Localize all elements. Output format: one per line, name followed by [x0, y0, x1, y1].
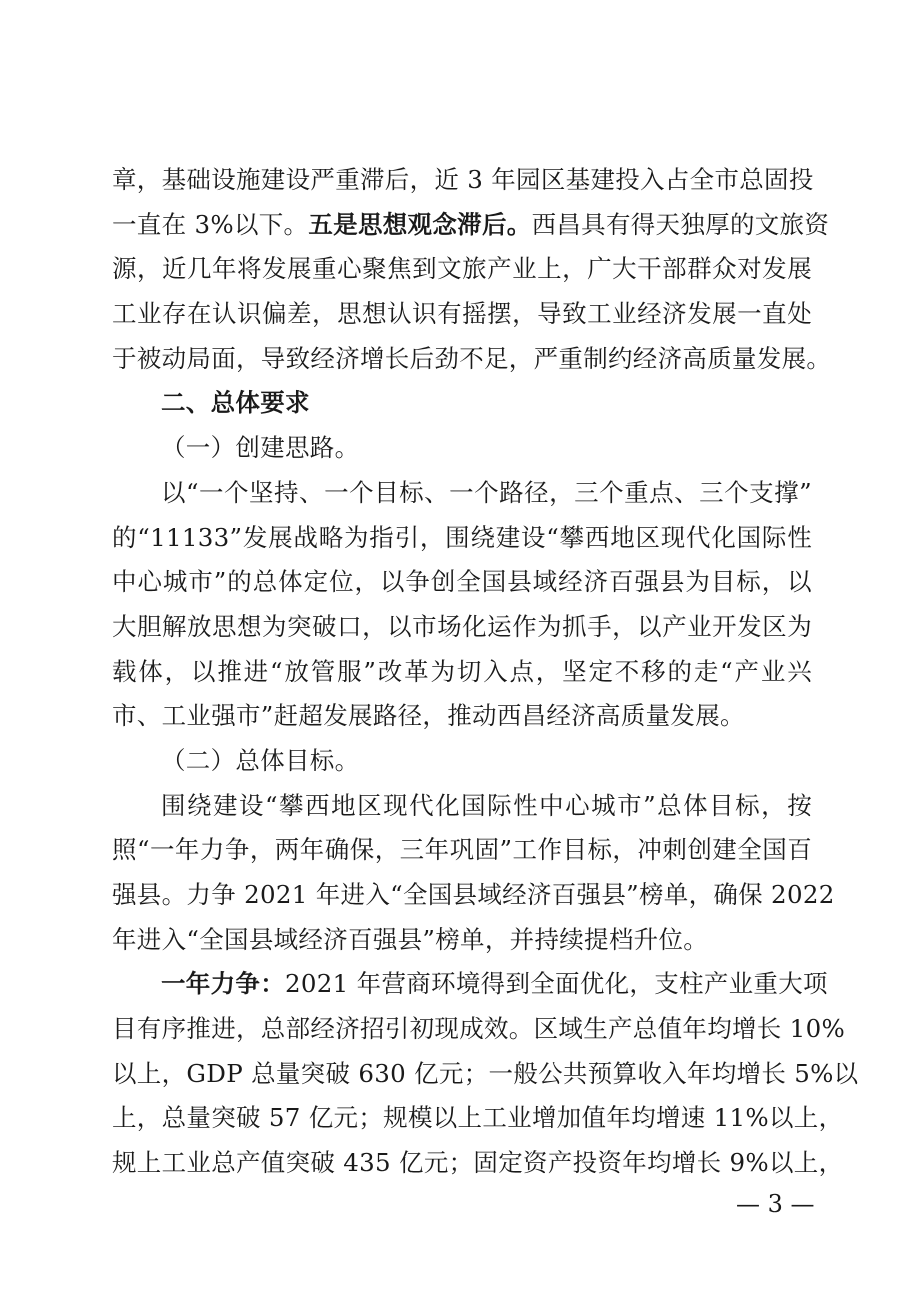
paragraph-line: 市、工业强市”赶超发展路径，推动西昌经济高质量发展。	[112, 701, 745, 731]
text-run: 一直在 3%以下。	[112, 209, 309, 239]
paragraph-line	[112, 203, 830, 248]
paragraph-line: 上，总量突破 57 亿元；规模以上工业增加值年均增速 11%以上，	[112, 1103, 844, 1133]
paragraph-line: 大胆解放思想为突破口，以市场化运作为抓手，以产业开发区为	[112, 611, 812, 641]
paragraph-line: 以上，GDP 总量突破 630 亿元；一般公共预算收入年均增长 5%以	[112, 1058, 859, 1088]
text-run: 西昌具有得天独厚的文旅资	[531, 209, 830, 239]
subsection-heading: （一）创建思路。	[161, 433, 360, 463]
paragraph-line: 以“一个坚持、一个目标、一个路径，三个重点、三个支撑”	[161, 477, 812, 507]
paragraph-line: 围绕建设“攀西地区现代化国际性中心城市”总体目标，按	[161, 790, 812, 820]
paragraph-line: 工业存在认识偏差，思想认识有摇摆，导致工业经济发展一直处	[112, 299, 812, 329]
bold-lead: 一年力争：	[161, 969, 285, 999]
page-number: — 3 —	[736, 1190, 815, 1218]
paragraph-line	[112, 962, 828, 1007]
paragraph-line: 于被动局面，导致经济增长后劲不足，严重制约经济高质量发展。	[112, 343, 832, 373]
paragraph-line: 源，近几年将发展重心聚焦到文旅产业上，广大干部群众对发展	[112, 254, 812, 284]
section-heading: 二、总体要求	[161, 388, 310, 418]
paragraph-line: 的“11133”发展战略为指引，围绕建设“攀西地区现代化国际性	[112, 522, 812, 552]
body-text	[112, 158, 859, 1186]
paragraph-line: 载体，以推进“放管服”改革为切入点，坚定不移的走“产业兴	[112, 656, 812, 686]
text-run: 2021 年营商环境得到全面优化，支柱产业重大项	[285, 969, 828, 999]
paragraph-line: 目有序推进，总部经济招引初现成效。区域生产总值年均增长 10%	[112, 1014, 846, 1044]
paragraph-line: 年进入“全国县域经济百强县”榜单，并持续提档升位。	[112, 924, 709, 954]
bold-lead: 五是思想观念滞后。	[308, 209, 532, 239]
paragraph-line: 强县。力争 2021 年进入“全国县域经济百强县”榜单，确保 2022	[112, 880, 835, 909]
paragraph-line: 照“一年力争，两年确保，三年巩固”工作目标，冲刺创建全国百	[112, 835, 812, 865]
paragraph-line: 规上工业总产值突破 435 亿元；固定资产投资年均增长 9%以上，	[112, 1148, 844, 1178]
paragraph-line: 中心城市”的总体定位，以争创全国县域经济百强县为目标，以	[112, 567, 812, 597]
paragraph-line: 章，基础设施建设严重滞后，近 3 年园区基建投入占全市总固投	[112, 165, 814, 194]
subsection-heading: （二）总体目标。	[161, 745, 360, 775]
